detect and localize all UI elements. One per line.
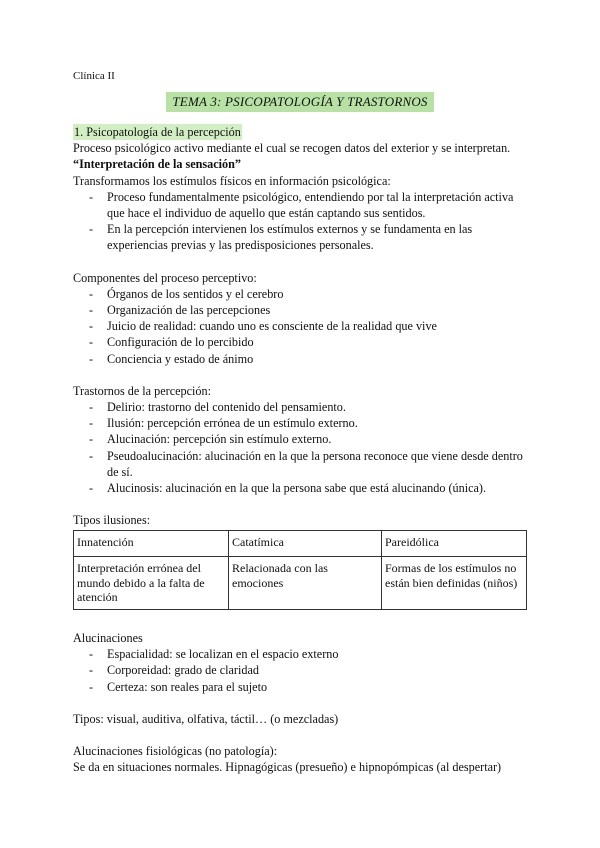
list-item: - Espacialidad: se localizan en el espacio externo xyxy=(73,646,533,662)
table-row xyxy=(74,557,527,610)
list-item: - Proceso fundamentalmente psicológico, entendiendo por tal la interpretación activa que hace el individuo de aquello que están captando sus sentidos. xyxy=(73,189,533,221)
intro-text: Transformamos los estímulos físicos en información psicológica: xyxy=(73,173,391,188)
list-item: - En la percepción intervienen los estímulos externos y se fundamenta en las experiencias previas y las predisposiciones personales. xyxy=(73,221,533,253)
fisiologicas-text: Se da en situaciones normales. Hipnagógicas (presueño) e hipnopómpicas (al despertar) xyxy=(73,760,502,775)
table-header-row xyxy=(74,531,527,557)
list-item: - Organización de las percepciones xyxy=(73,302,533,318)
trastornos-list xyxy=(73,399,533,496)
table-header-cell: Innatención xyxy=(74,531,229,557)
definition-text: Proceso psicológico activo mediante el cual se recogen datos del exterior y se interpretan. xyxy=(73,141,511,156)
table-cell: Interpretación errónea del mundo debido a la falta de atención xyxy=(74,557,229,610)
document-title: TEMA 3: PSICOPATOLOGÍA Y TRASTORNOS xyxy=(166,92,433,112)
table-header-cell: Catatímica xyxy=(229,531,382,557)
list-item: - Ilusión: percepción errónea de un estímulo externo. xyxy=(73,415,533,431)
trastornos-heading: Trastornos de la percepción: xyxy=(73,383,211,398)
tipos-text: Tipos: visual, auditiva, olfativa, táctil… (o mezcladas) xyxy=(73,711,339,726)
list-item: - Pseudoalucinación: alucinación en la que la persona reconoce que viene desde dentro de sí. xyxy=(73,448,533,480)
ilusiones-heading: Tipos ilusiones: xyxy=(73,513,151,528)
fisiologicas-heading: Alucinaciones fisiológicas (no patología): xyxy=(73,743,278,758)
list-item: - Delirio: trastorno del contenido del pensamiento. xyxy=(73,399,533,415)
list-item: - Alucinosis: alucinación en la que la persona sabe que está alucinando (única). xyxy=(73,480,533,496)
list-item: - Conciencia y estado de ánimo xyxy=(73,351,533,367)
course-header: Clínica II xyxy=(73,70,115,82)
section-1-list xyxy=(73,189,533,254)
list-item: - Corporeidad: grado de claridad xyxy=(73,662,533,678)
list-item: - Juicio de realidad: cuando uno es consciente de la realidad que vive xyxy=(73,318,533,334)
table-header-cell: Pareidólica xyxy=(382,531,527,557)
ilusiones-table xyxy=(73,530,527,610)
title-container xyxy=(0,92,600,112)
list-item: - Alucinación: percepción sin estímulo externo. xyxy=(73,431,533,447)
componentes-list xyxy=(73,286,533,367)
document-body xyxy=(73,124,533,775)
list-item: - Configuración de lo percibido xyxy=(73,334,533,350)
table-cell: Formas de los estímulos no están bien definidas (niños) xyxy=(382,557,527,610)
list-item: - Órganos de los sentidos y el cerebro xyxy=(73,286,533,302)
table-cell: Relacionada con las emociones xyxy=(229,557,382,610)
section-heading xyxy=(73,124,533,140)
list-item: - Certeza: son reales para el sujeto xyxy=(73,679,533,695)
quote-text: “Interpretación de la sensación” xyxy=(73,157,242,172)
alucinaciones-list xyxy=(73,646,533,695)
alucinaciones-heading: Alucinaciones xyxy=(73,630,143,645)
componentes-heading: Componentes del proceso perceptivo: xyxy=(73,270,257,285)
section-1-heading: 1. Psicopatología de la percepción xyxy=(74,125,241,139)
